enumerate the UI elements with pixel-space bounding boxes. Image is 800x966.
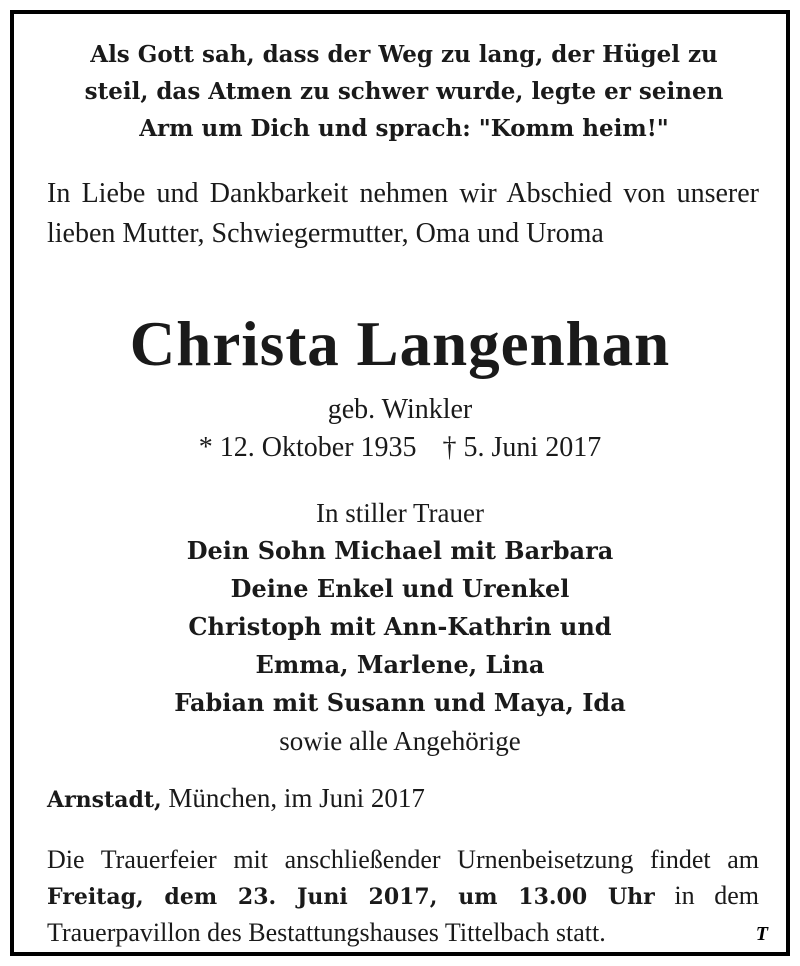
birth-date: * 12. Oktober 1935 [198, 432, 417, 463]
mourning-intro: In stiller Trauer [316, 498, 484, 528]
maiden-name: geb. Winkler [327, 394, 473, 425]
deceased-name: Christa Langenhan [129, 309, 671, 379]
mourner-line: Emma, Marlene, Lina [255, 650, 545, 679]
obituary-frame [10, 10, 790, 956]
mourner-line: Deine Enkel und Urenkel [230, 574, 570, 603]
ceremony-datetime: Freitag, dem 23. Juni 2017, um 13.00 Uhr [47, 884, 655, 910]
verse [54, 36, 754, 147]
place-date [47, 780, 759, 818]
verse-line: Als Gott sah, dass der Weg zu lang, der Hügel zu [90, 41, 718, 68]
verse-line: Arm um Dich und sprach: "Komm heim!" [139, 115, 669, 142]
place-rest: München, im Juni 2017 [168, 783, 425, 813]
ceremony-notice [47, 842, 759, 951]
farewell-intro: In Liebe und Dankbarkeit nehmen wir Abschied von unserer lieben Mutter, Schwiegermutter, Oma und Uroma [47, 178, 759, 249]
verse-line: steil, das Atmen zu schwer wurde, legte er seinen [84, 78, 724, 105]
mourner-line: Fabian mit Susann und Maya, Ida [174, 688, 626, 717]
publisher-mark: T [755, 923, 768, 945]
death-date: † 5. Juni 2017 [442, 432, 602, 463]
place-city: Arnstadt, [47, 787, 162, 813]
ceremony-text: Die Trauerfeier mit anschließender Urnenbeisetzung findet am [47, 845, 759, 874]
life-dates [14, 430, 786, 466]
mourner-line: Christoph mit Ann-Kathrin und [188, 612, 612, 641]
mourner-list [14, 532, 786, 722]
ceremony-text: in dem Trauerpavillon des Bestattungshauses Tittelbach statt. [47, 881, 759, 947]
mourner-line: Dein Sohn Michael mit Barbara [186, 536, 614, 565]
relatives-line: sowie alle Angehörige [279, 726, 521, 756]
